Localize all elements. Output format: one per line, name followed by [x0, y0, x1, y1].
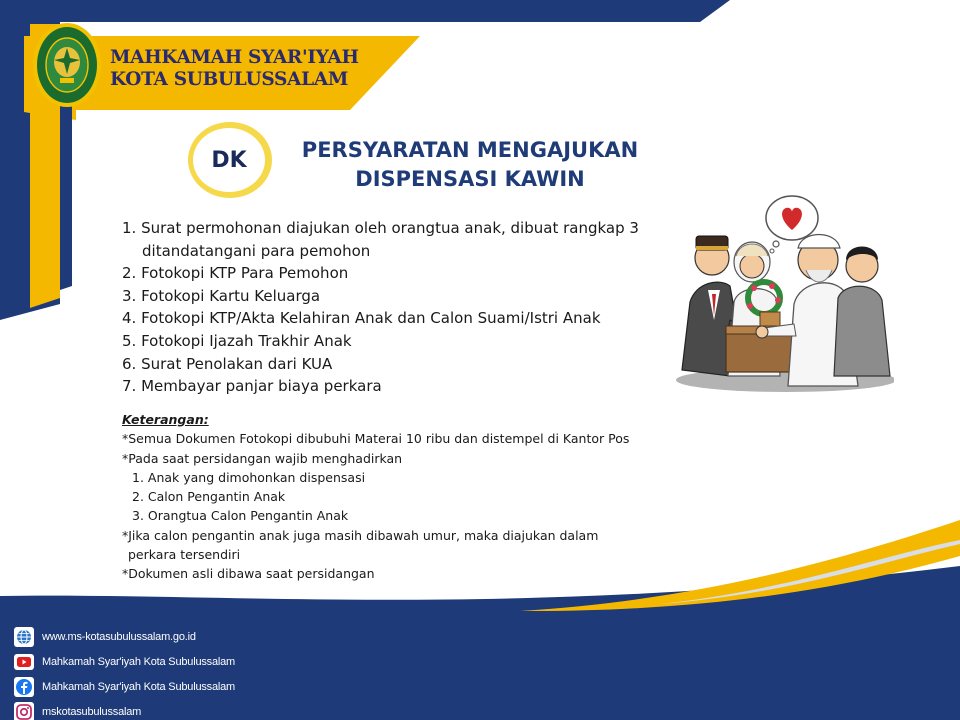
contact-instagram-text[interactable]: mskotasubulussalam — [42, 705, 142, 718]
dk-badge-label: DK — [211, 147, 247, 173]
requirement-item: 4. Fotokopi KTP/Akta Kelahiran Anak dan Calon Suami/Istri Anak — [122, 309, 601, 328]
requirement-item: 2. Fotokopi KTP Para Pemohon — [122, 264, 349, 283]
witness-figure — [834, 247, 890, 377]
notes-heading: Keterangan: — [122, 412, 209, 427]
requirement-text: 1. Surat permohonan diajukan oleh orangtua anak, dibuat rangkap 3 — [122, 219, 639, 237]
contact-youtube-text[interactable]: Mahkamah Syar'iyah Kota Subulussalam — [42, 655, 236, 668]
page-title — [262, 136, 678, 194]
note-subitem: 3. Orangtua Calon Pengantin Anak — [132, 508, 349, 524]
dk-badge — [184, 120, 274, 200]
contact-website-text[interactable]: www.ms-kotasubulussalam.go.id — [42, 630, 196, 643]
facebook-icon — [14, 677, 34, 697]
note-line: *Pada saat persidangan wajib menghadirkan — [122, 450, 403, 466]
requirement-item: 6. Surat Penolakan dari KUA — [122, 354, 333, 373]
note-line: *Semua Dokumen Fotokopi dibubuhi Materai 10 ribu dan distempel di Kantor Pos — [122, 431, 630, 447]
youtube-icon — [14, 652, 34, 672]
organization-name — [110, 47, 359, 91]
note-line: *Jika calon pengantin anak juga masih dibawah umur, maka diajukan dalam — [122, 527, 599, 543]
note-line: *Dokumen asli dibawa saat persidangan — [122, 566, 375, 582]
contact-website[interactable] — [14, 624, 314, 649]
note-line-continuation: perkara tersendiri — [128, 547, 241, 563]
organization-name-line2: KOTA SUBULUSSALAM — [110, 69, 349, 90]
contact-youtube[interactable] — [14, 649, 314, 674]
requirement-item: 5. Fotokopi Ijazah Trakhir Anak — [122, 331, 352, 350]
requirement-item: 7. Membayar panjar biaya perkara — [122, 377, 382, 396]
note-subitem: 2. Calon Pengantin Anak — [132, 489, 286, 505]
requirement-item — [122, 217, 682, 262]
page-title-line1: PERSYARATAN MENGAJUKAN — [301, 138, 639, 162]
requirement-item: 3. Fotokopi Kartu Keluarga — [122, 286, 321, 305]
inner-navy-strip — [60, 100, 72, 290]
contact-instagram[interactable] — [14, 699, 314, 720]
requirements-list — [122, 217, 682, 398]
notes-section — [122, 410, 722, 584]
contact-facebook[interactable] — [14, 674, 314, 699]
page-title-line2: DISPENSASI KAWIN — [355, 167, 585, 191]
contact-facebook-text[interactable]: Mahkamah Syar'iyah Kota Subulussalam — [42, 680, 236, 693]
requirement-continuation: ditandatangani para pemohon — [142, 241, 371, 260]
contact-list — [14, 624, 314, 720]
note-subitem: 1. Anak yang dimohonkan dispensasi — [132, 469, 366, 485]
wedding-ceremony-illustration — [668, 190, 894, 396]
top-navy-bar — [60, 0, 730, 22]
instagram-icon — [14, 702, 34, 720]
court-emblem-logo — [32, 22, 102, 108]
globe-icon — [14, 627, 34, 647]
organization-name-line1: MAHKAMAH SYAR'IYAH — [110, 47, 359, 68]
